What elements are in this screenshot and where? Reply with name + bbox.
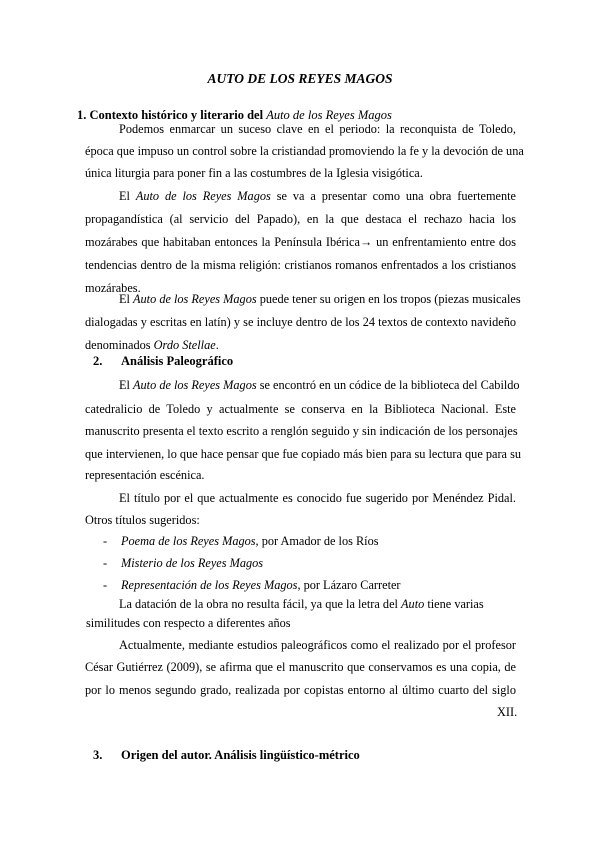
s1-p2-line4: tendencias dentro de la misma religión: cristianos romanos enfrentados a los cristianos	[85, 258, 516, 272]
s1-p3-line3: denominados Ordo Stellae.	[85, 338, 219, 352]
document-title: AUTO DE LOS REYES MAGOS	[207, 71, 393, 86]
s1-p3-line1: El Auto de los Reyes Magos puede tener su origen en los tropos (piezas musicales	[119, 292, 521, 306]
s1-p3-line2: dialogadas y escritas en latín) y se incluye dentro de los 24 textos de contexto navideño	[85, 315, 516, 329]
s1-p1-line3: única liturgia para poner fin a las costumbres de la Iglesia visigótica.	[85, 166, 423, 180]
s2-p4-line2: César Gutiérrez (2009), se afirma que el manuscrito que conservamos es una copia, de	[85, 660, 516, 674]
bullet-dash: -	[103, 534, 108, 548]
list-item: Representación de los Reyes Magos, por Lázaro Carreter	[121, 578, 401, 592]
bullet-dash: -	[103, 556, 108, 570]
s2-p1-line3: manuscrito presenta el texto escrito a renglón seguido y sin indicación de los personajes	[85, 424, 518, 438]
section-1-heading: 1. Contexto histórico y literario del Auto de los Reyes Magos	[77, 108, 392, 122]
list-item: Misterio de los Reyes Magos	[121, 556, 264, 570]
s2-p3-line2: similitudes con respecto a diferentes años	[86, 616, 291, 630]
s1-p2-line1: El Auto de los Reyes Magos se va a presentar como una obra fuertemente	[119, 189, 517, 203]
list-item: Poema de los Reyes Magos, por Amador de los Ríos	[121, 534, 379, 548]
s2-p2-line2: Otros títulos sugeridos:	[85, 513, 200, 527]
s2-p1-line5: representación escénica.	[85, 468, 205, 482]
s1-p2-line2: propagandística (al servicio del Papado), en la que destaca el rechazo hacia los	[85, 212, 516, 226]
s2-p3-line1: La datación de la obra no resulta fácil, ya que la letra del Auto tiene varias	[119, 597, 484, 611]
s2-p2-line1: El título por el que actualmente es conocido fue sugerido por Menéndez Pidal.	[119, 491, 516, 505]
section-2-heading: Análisis Paleográfico	[121, 354, 234, 368]
s1-p2-line5: mozárabes.	[85, 281, 141, 295]
section-2-number: 2.	[93, 354, 103, 368]
s2-p1-line1: El Auto de los Reyes Magos se encontró en un códice de la biblioteca del Cabildo	[119, 378, 520, 392]
s2-p4-line3: por lo menos segundo grado, realizada por copistas entorno al último cuarto del siglo	[85, 683, 516, 697]
s2-p4-line1: Actualmente, mediante estudios paleográficos como el realizado por el profesor	[119, 638, 516, 652]
section-3-heading: Origen del autor. Análisis lingüístico-métrico	[121, 748, 360, 762]
s2-p1-line2: catedralicio de Toledo y actualmente se conserva en la Biblioteca Nacional. Este	[85, 402, 516, 416]
s1-p1-line1: Podemos enmarcar un suceso clave en el periodo: la reconquista de Toledo,	[119, 122, 516, 136]
s1-p1-line2: época que impuso un control sobre la cristiandad promoviendo la fe y la devoción de una	[85, 144, 524, 158]
section-3-number: 3.	[93, 748, 103, 762]
s1-p2-line3: mozárabes que habitaban entonces la Península Ibérica→ un enfrentamiento entre dos	[85, 235, 516, 249]
bullet-dash: -	[103, 578, 108, 592]
s2-p4-line4: XII.	[497, 705, 518, 719]
s2-p1-line4: que intervienen, lo que hace pensar que fue copiado más bien para su lectura que para su	[85, 447, 522, 461]
